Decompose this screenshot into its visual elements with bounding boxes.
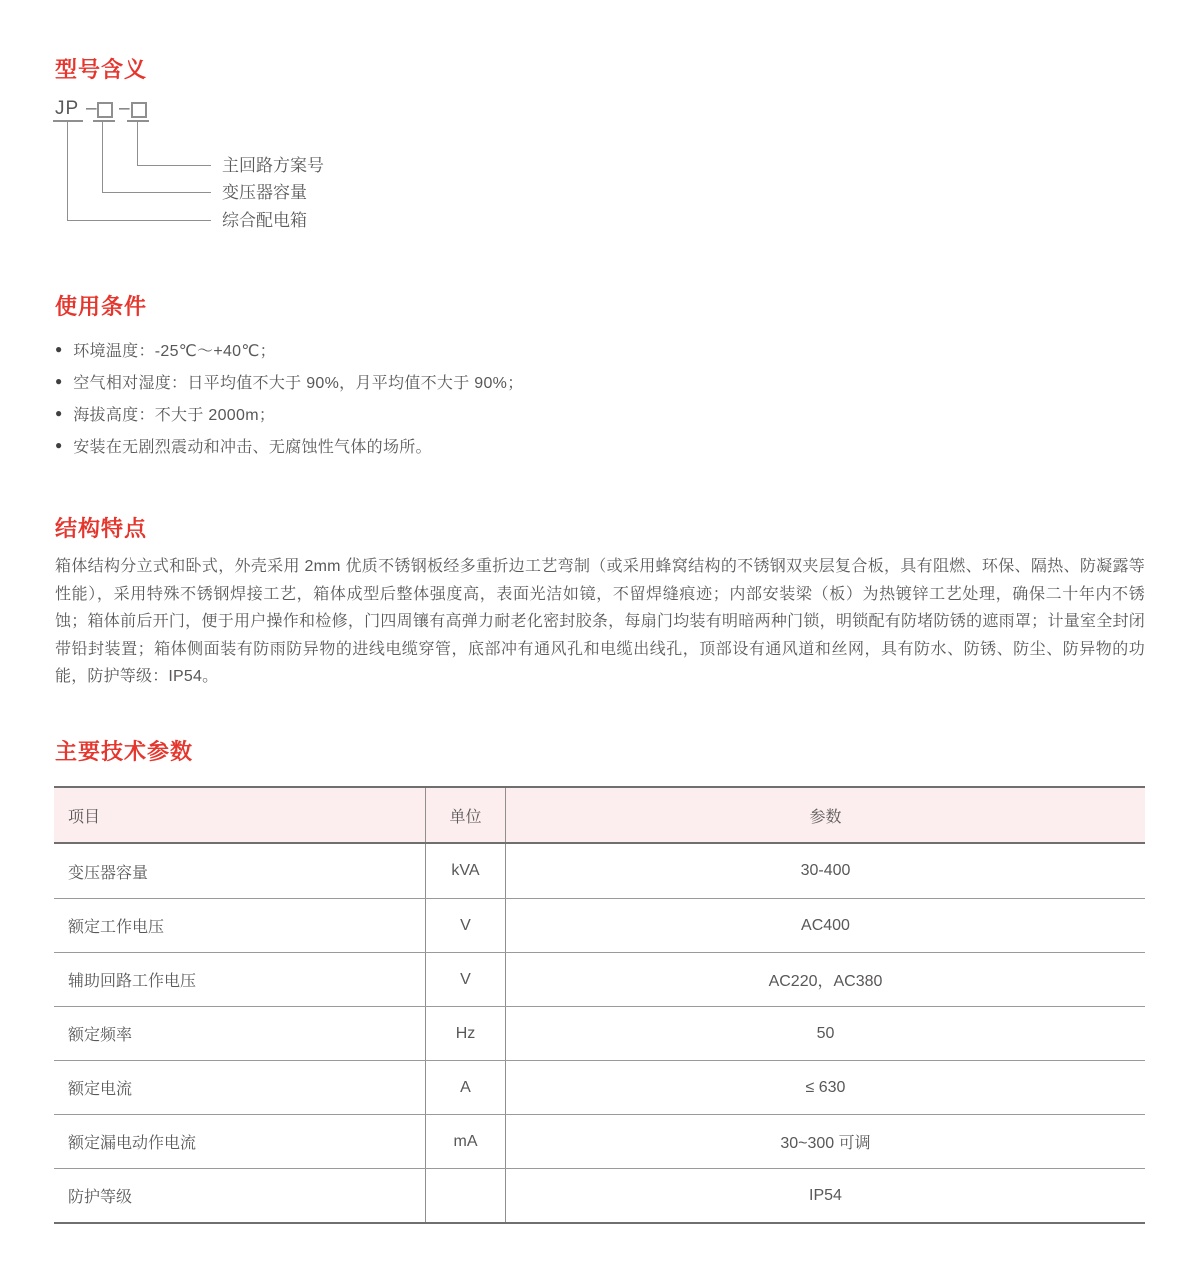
section-title-tech-params: 主要技术参数: [55, 739, 194, 764]
table-row: [54, 1060, 1145, 1114]
bullet-dot-icon: ●: [55, 374, 63, 388]
cell-item: 额定漏电动作电流: [68, 1135, 197, 1152]
cell-item: 额定频率: [68, 1027, 133, 1044]
list-item: [55, 397, 524, 429]
cell-value: ≤ 630: [805, 1078, 846, 1096]
cell-unit: A: [425, 1061, 506, 1114]
model-placeholder-box-2: [131, 102, 147, 118]
condition-text: 海拔高度：不大于 2000m；: [73, 406, 276, 424]
model-label-distribution-box: 综合配电箱: [222, 211, 307, 230]
cell-value: AC400: [801, 916, 850, 934]
connector-line: [137, 122, 211, 166]
model-prefix: JP: [55, 98, 80, 119]
cell-value: IP54: [809, 1186, 842, 1204]
tech-params-table: [54, 786, 1145, 1224]
cell-value: 30-400: [800, 862, 851, 879]
section-title-usage-conditions: 使用条件: [55, 294, 148, 319]
bullet-dot-icon: ●: [55, 438, 63, 452]
section-title-structure-features: 结构特点: [55, 516, 148, 541]
table-row: [54, 898, 1145, 952]
table-row: [54, 844, 1145, 898]
usage-conditions-list: [55, 333, 524, 461]
cell-item: 变压器容量: [68, 864, 149, 882]
cell-item: 额定电流: [68, 1081, 133, 1098]
table-header-row: [54, 788, 1145, 844]
cell-unit: kVA: [425, 844, 506, 898]
model-code-diagram: [55, 98, 515, 243]
cell-value: 30~300 可调: [780, 1135, 871, 1152]
condition-text: 空气相对湿度：日平均值不大于 90%，月平均值不大于 90%；: [73, 374, 524, 392]
column-header-parameter: 参数: [809, 808, 842, 826]
cell-unit: Hz: [425, 1007, 506, 1060]
cell-unit: [425, 1169, 506, 1222]
cell-item: 防护等级: [68, 1189, 133, 1206]
column-header-item: 项目: [68, 808, 101, 826]
model-label-main-circuit-scheme: 主回路方案号: [222, 156, 324, 175]
list-item: [55, 429, 524, 461]
table-row: [54, 1114, 1145, 1168]
model-label-transformer-capacity: 变压器容量: [222, 183, 307, 202]
table-row: [54, 1168, 1145, 1222]
list-item: [55, 333, 524, 365]
list-item: [55, 365, 524, 397]
column-header-unit: 单位: [425, 788, 506, 842]
cell-value: AC220，AC380: [768, 973, 883, 990]
model-dash: –: [119, 98, 130, 119]
cell-unit: V: [425, 953, 506, 1006]
table-row: [54, 1006, 1145, 1060]
cell-item: 辅助回路工作电压: [68, 973, 197, 990]
table-body: [54, 844, 1145, 1222]
structure-paragraph: 箱体结构分立式和卧式，外壳采用 2mm 优质不锈钢板经多重折边工艺弯制（或采用蜂窝结构的不锈钢双夹层复合板，具有阻燃、环保、隔热、防凝露等性能），采用特殊不锈钢焊接工艺，箱体成型后整体强度高，表面光洁如镜，不留焊缝痕迹；内部安装梁（板）为热镀锌工艺处理，确保二十年内不锈蚀；箱体前后开门，便于用户操作和检修，门四周镶有高弹力耐老化密封胶条，每扇门均装有明暗两种门锁，明锁配有防堵防锈的遮雨罩；计量室全封闭带铅封装置；箱体侧面装有防雨防异物的进线电缆穿管，底部冲有通风孔和电缆出线孔，顶部设有通风道和丝网，具有防水、防锈、防尘、防异物的功能，防护等级：IP54。: [55, 558, 1145, 685]
cell-unit: mA: [425, 1115, 506, 1168]
model-dash: –: [86, 98, 97, 119]
condition-text: 环境温度：-25℃～+40℃；: [73, 342, 276, 360]
cell-unit: V: [425, 899, 506, 952]
bullet-dot-icon: ●: [55, 342, 63, 356]
model-placeholder-box-1: [97, 102, 113, 118]
condition-text: 安装在无剧烈震动和冲击、无腐蚀性气体的场所。: [73, 438, 432, 456]
section-title-model-meaning: 型号含义: [55, 57, 148, 82]
cell-item: 额定工作电压: [68, 919, 165, 936]
cell-value: 50: [816, 1024, 835, 1042]
table-row: [54, 952, 1145, 1006]
bullet-dot-icon: ●: [55, 406, 63, 420]
